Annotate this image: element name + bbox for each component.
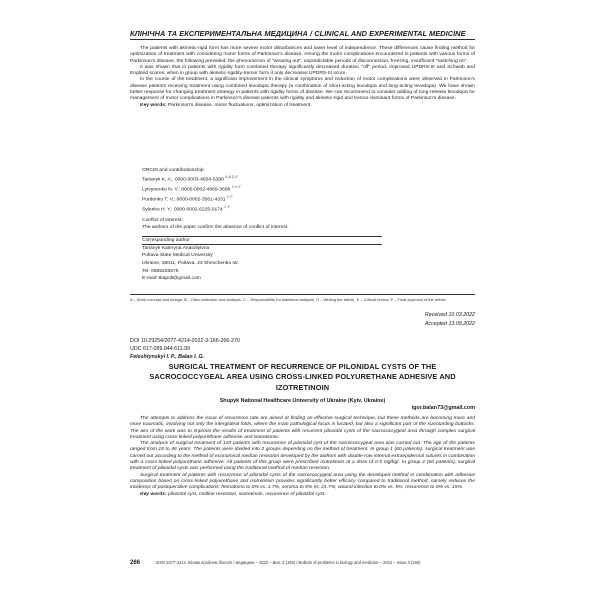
article-title: SURGICAL TREATMENT OF RECURRENCE OF PILONIDAL CYSTS OF THE SACROCOCCYGEAL AREA USING CROSS-LINKED POLYURETHANE ADHESIVE AND IZOTRETINOIN: [149, 362, 456, 392]
article-dates: [380, 311, 475, 328]
abstract-paragraph: The patients with akinetic-rigid form has more severe motor disturbances and lower level of independence. These differences cause finding method for optimization of treatment with considering motor forms of Parkinson's disease. Among the motor complications encountered in patients with various forms of Parkinson's disease, the following prevailed: the phenomenon of "wearing out", unpredictable periods of disconnection, freezing, insufficient "switching on".: [130, 46, 475, 64]
orcid-heading: ORCID and contributionship:: [142, 168, 205, 173]
conflict-block: [142, 217, 462, 231]
corr-line: Ukraine, 36011, Poltava, 23 Shevchenko str.: [142, 260, 240, 266]
abstract-paragraph: In the course of the treatment, a significant improvement in the clinical symptoms and reduction of motor complications were observed in Parkinson's disease patients receiving treatment using combined levodopa therapy (a combination of short-acting levodopa and long-acting levodopa). We have shown better response for changing treatment strategy in patients with rigidity forms of disease. We can recommend to consider adding of long-release levodopa for management of motor complications in Parkinson's disease patients with rigidity and akinetic-rigid and tremor-dominant forms of Parkinson's disease.: [130, 77, 475, 102]
corresponding-author-block: [142, 236, 382, 283]
keywords-text: Parkinson's disease, motor fluctuations, optimization of treatment.: [168, 102, 312, 108]
abstract-paragraph: It was shown that in patients with rigidity form combined therapy significantly decreased duration "off" period, improved UPDRS-III and Schwab and England scores, when in group with akinetic-rigidity-tremor form it only decreases UPDRS-III score.: [130, 64, 475, 77]
corr-line: Tel: 0669226575: [142, 268, 179, 274]
article-abstract: [130, 416, 475, 498]
keywords-text: pilonidal cyst, midline resection, isotretinoin, recurrence of pilonidal cyst.: [168, 491, 326, 497]
corr-line: Poltava State Medical University: [142, 253, 213, 259]
previous-article-abstract: [130, 46, 475, 109]
corr-heading: Corresponding author: [142, 237, 190, 243]
article-meta: [130, 337, 475, 361]
orcid-entry: Tarianyk K. A.: 0000-0003-4604-5398 $^{A,B,D,F}$: [142, 175, 238, 183]
abstract-paragraph: The attempts to address the issue of recurrence rate are aimed at finding an effective surgical technique, but these methods are becoming more and more traumatic, involving not only the intergluteal folds, where the main pathological focus is located, but also a significant part of the surrounding buttocks. The aim of the work was to improve the results of treatment of patients with recurrent pilonidal cysts of the sacrococcygeal area through complex surgical treatment using cross-linked polyurethane adhesive and isotretinoin.: [130, 416, 475, 440]
page-number: 266: [130, 560, 141, 566]
orcid-entry: Sylenko H. Y.: 0000-0002-6225-0174 $^{C,F}$: [142, 204, 230, 213]
header-rule: [130, 39, 475, 40]
keywords-label: Key words:: [140, 491, 167, 497]
received-date: Received 10.03.2022: [424, 312, 475, 318]
orcid-entry: Purdenko T. V.: 0000-0002-3561-4331 $^{C,F}$: [142, 194, 233, 203]
orcid-entry: Lytvynenko N. V.: 0000-0002-4889-3608 $^{C,E,F}$: [142, 185, 241, 193]
abstract-paragraph: Surgical treatment of patients with recurrence of pilonidal cysts of the sacrococcygeal area using the developed method in combination with adhesive composition based on cross-linked polyurethane and isotretinoin provides significantly better efficacy compared to traditional method, namely reduces the incidence of postoperative complications: hematoma to 0% vs. 1.7%, seroma to 5% vs. 21.7%, wound infection to 0% vs. 5%, recurrence to 0% vs. 15%.: [130, 472, 475, 491]
authors: Feleshtynskyi I. P., Balan I. G.: [130, 354, 205, 361]
page-footer: [130, 560, 475, 566]
contribution-legend: A – Work concept and design, B – Data collection and analysis, C – Responsibility for statistical analysis, D – Writing the article, E – Critical review, F – Final approval of the article.: [130, 297, 447, 302]
accepted-date: Accepted 13.09.2022: [424, 320, 475, 327]
institution: Shupyk National Healthcare University of Ukraine (Kyiv, Ukraine): [219, 398, 386, 404]
corr-email: E-mail: tkapolt@gmail.com: [142, 276, 201, 282]
keywords-line: [130, 103, 475, 109]
keywords-label: Key words:: [140, 102, 167, 108]
keywords-line: [130, 492, 475, 498]
journal-header: КЛІНІЧНА ТА ЕКСПЕРИМЕНТАЛЬНА МЕДИЦИНА / CLINICAL AND EXPERIMENTAL MEDICINE: [130, 29, 466, 38]
conflict-text: The authors of the paper confirm the absence of conflict of interest.: [142, 225, 289, 231]
conflict-heading: Conflict of interest:: [142, 218, 183, 223]
contrib-rule: [130, 294, 475, 295]
abstract-paragraph: The analysis of surgical treatment of 120 patients with recurrence of pilonidal cyst of the sacrococcygeal area was carried out. The age of the patients ranged from 18 to 46 years. The patients were divided into 2 groups depending on the method of treatment. In group 1 (60 patients), surgical treatment was carried out according to the method of economical median resection developed by the authors with double-row internal extraepidermal sutures in combination with a cross-linked polyurethane adhesive. All patients of this group were prescribed isotretinoin at a dose of 0.5 mg/kg/. In group 2 (60 patients), surgical treatment of pilonidal cysts was performed using the traditional method of median resection.: [130, 441, 475, 472]
author-email: igor.balan73@gmail.com: [411, 405, 475, 411]
footer-citation: ISSN 2077-4214. Вісник проблем біології і медицини – 2022 – Вип. 3 (166) / Bulletin of problems in biology and medicine – 2022 – Issue 3 (166): [155, 560, 421, 565]
doi: DOI 10.29254/2077-4214-2022-3-166-266-270: [130, 338, 240, 344]
orcid-block: [142, 167, 462, 214]
corr-line: Tarianyk Kateryna Anatoliyivna: [142, 245, 210, 251]
udc: UDC 617-089.844:611.99: [130, 346, 190, 353]
